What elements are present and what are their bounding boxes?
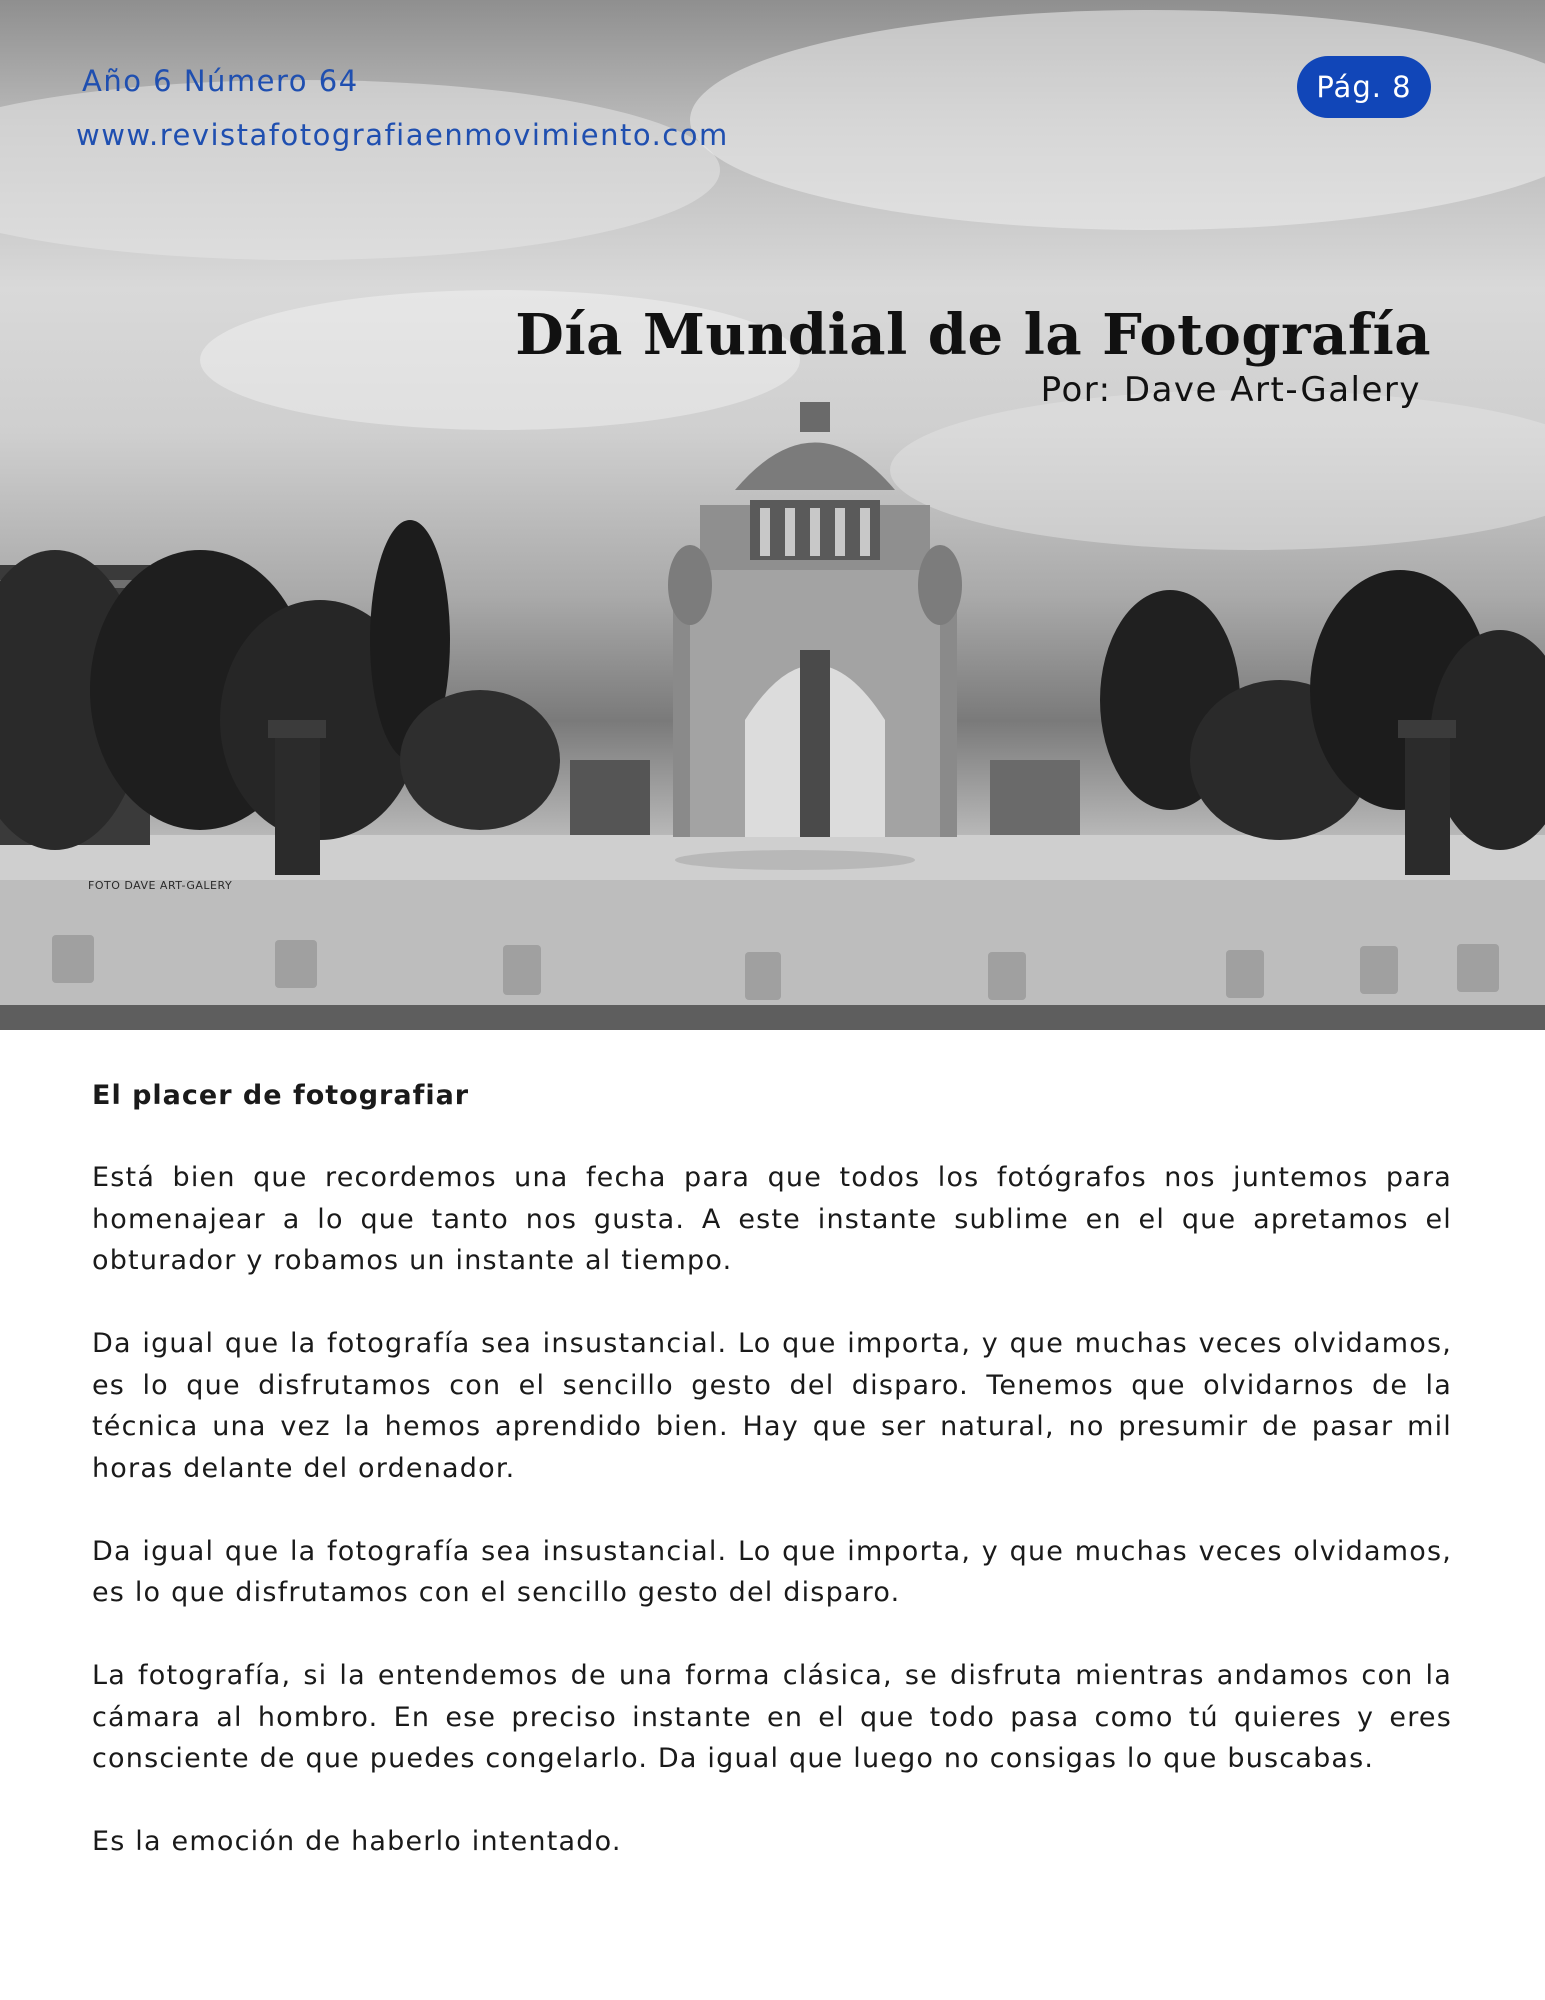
article-title: Día Mundial de la Fotografía [515,302,1431,368]
paragraph: Es la emoción de haberlo intentado. [92,1826,622,1857]
photo-credit: FOTO DAVE ART-GALERY [88,879,233,892]
page-number-badge: Pág. 8 [1297,56,1431,118]
article-body [92,1075,1452,1904]
paragraph: Da igual que la fotografía sea insustancial. Lo que importa, y que muchas veces olvidamos, es lo que disfrutamos con el sencillo gesto del disparo. Tenemos que olvidarnos de la técnica una vez la hemos aprendido bien. Hay que ser natural, no presumir de pasar mil horas delante del ordenador. [92,1328,1452,1484]
author-byline: Por: Dave Art-Galery [1040,370,1421,410]
issue-number: Año 6 Número 64 [82,64,359,98]
website-link[interactable]: www.revistafotografiaenmovimiento.com [76,118,729,152]
section-heading: El placer de fotografiar [92,1080,470,1111]
paragraph: La fotografía, si la entendemos de una forma clásica, se disfruta mientras andamos con la cámara al hombro. En ese preciso instante en el que todo pasa como tú quieres y eres consciente de que puedes congelarlo. Da igual que luego no consigas lo que buscabas. [92,1660,1452,1774]
paragraph: Está bien que recordemos una fecha para que todos los fotógrafos nos juntemos para homenajear a lo que tanto nos gusta. A este instante sublime en el que apretamos el obturador y robamos un instante al tiempo. [92,1162,1452,1276]
paragraph: Da igual que la fotografía sea insustancial. Lo que importa, y que muchas veces olvidamos, es lo que disfrutamos con el sencillo gesto del disparo. [92,1535,1452,1608]
